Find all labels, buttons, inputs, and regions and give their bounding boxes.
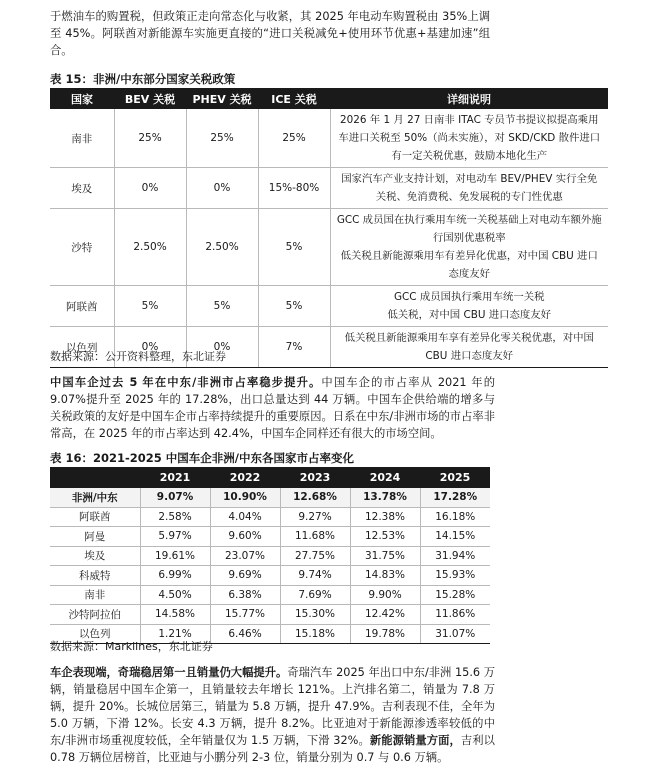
table15-caption: 表 15：非洲/中东部分国家关税政策 [50, 72, 236, 86]
header-2025: 2025 [420, 467, 490, 488]
cell-share-value: 15.18% [280, 624, 350, 644]
cell-share-value: 11.68% [280, 527, 350, 547]
cell-phev: 5% [186, 286, 258, 327]
header-detail: 详细说明 [330, 88, 608, 109]
cell-share-value: 1.21% [140, 624, 210, 644]
cell-detail: GCC 成员国执行乘用车统一关税 低关税，对中国 CBU 进口态度友好 [330, 286, 608, 327]
cell-share-value: 4.04% [210, 507, 280, 527]
cell-share-value: 19.61% [140, 546, 210, 566]
cell-region-name: 非洲/中东 [50, 488, 140, 507]
cell-share-value: 9.90% [350, 585, 420, 605]
cell-share-value: 12.38% [350, 507, 420, 527]
cell-country: 沙特 [50, 209, 114, 286]
header-2021: 2021 [140, 467, 210, 488]
cell-share-value: 9.74% [280, 566, 350, 586]
cell-share-value: 4.50% [140, 585, 210, 605]
header-blank [50, 467, 140, 488]
cell-detail: 2026 年 1 月 27 日南非 ITAC 专员节书提议拟提高乘用车进口关税至 50%（尚未实施），对 SKD/CKD 散件进口有一定关税优惠，鼓励本地化生产 [330, 109, 608, 168]
cell-share-value: 11.86% [420, 605, 490, 625]
cell-country: 以色列 [50, 327, 114, 368]
cell-phev: 25% [186, 109, 258, 168]
cell-share-value: 16.18% [420, 507, 490, 527]
table-row [50, 488, 490, 507]
cell-phev: 0% [186, 327, 258, 368]
cell-ice: 5% [258, 209, 330, 286]
cell-share-value: 31.75% [350, 546, 420, 566]
header-2022: 2022 [210, 467, 280, 488]
table-row [50, 566, 490, 586]
table-row [50, 585, 490, 605]
cell-ice: 7% [258, 327, 330, 368]
cell-region-name: 埃及 [50, 546, 140, 566]
cell-region-name: 沙特阿拉伯 [50, 605, 140, 625]
table-row [50, 209, 608, 286]
cell-region-name: 以色列 [50, 624, 140, 644]
tariff-policy-table [50, 88, 608, 368]
company-paragraph [50, 664, 495, 766]
market-body: 中国车企的市占率从 2021 年的 9.07%提升至 2025 年的 17.28%，出口总量达到 44 万辆。中国车企供给端的增多与关税政策的友好是中国车企市占率持续提升的重要原因。日系在中东/非洲市场的市占率非常高，在 2025 年的市占率达到 42.4%，中国车企同样还有很大的市场空间。 [50, 376, 495, 440]
header-phev: PHEV 关税 [186, 88, 258, 109]
header-2023: 2023 [280, 467, 350, 488]
cell-region-name: 阿联酋 [50, 507, 140, 527]
cell-share-value: 14.15% [420, 527, 490, 547]
table-row [50, 109, 608, 168]
table-row [50, 527, 490, 547]
cell-share-value: 9.69% [210, 566, 280, 586]
cell-region-name: 科威特 [50, 566, 140, 586]
company-lead2: 新能源销量方面， [369, 734, 461, 747]
cell-share-value: 13.78% [350, 488, 420, 507]
table-row [50, 546, 490, 566]
cell-region-name: 南非 [50, 585, 140, 605]
header-country: 国家 [50, 88, 114, 109]
table-row [50, 168, 608, 209]
cell-share-value: 2.58% [140, 507, 210, 527]
table-row [50, 286, 608, 327]
cell-bev: 2.50% [114, 209, 186, 286]
table16-caption: 表 16：2021-2025 中国车企非洲/中东各国家市占率变化 [50, 451, 354, 465]
intro-paragraph: 于燃油车的购置税，但政策正走向常态化与收紧，其 2025 年电动车购置税由 35%上调至 45%。阿联酋对新能源车实施更直接的“进口关税减免+使用环节优惠+基建加速”组合。 [50, 10, 490, 57]
cell-share-value: 31.94% [420, 546, 490, 566]
company-body: 奇瑞汽车 2025 年出口中东/非洲 15.6 万辆，销量稳居中国车企第一，且销量较去年增长 121%。上汽排名第二，销量为 7.8 万辆，提升 20%。长城位居第三，销量为 5.8 万辆，提升 47.9%。吉利表现不佳，全年为 5.0 万辆，下滑 12%。长安 4.3 万辆，提升 8.2%。比亚迪对于新能源渗透率较低的中东/非洲市场重视度较低，全年销量仅为 1.5 万辆，下滑 32%。 [50, 666, 495, 747]
market-lead: 中国车企过去 5 年在中东/非洲市占率稳步提升。 [50, 376, 322, 389]
cell-share-value: 15.93% [420, 566, 490, 586]
cell-region-name: 阿曼 [50, 527, 140, 547]
cell-detail: 国家汽车产业支持计划，对电动车 BEV/PHEV 实行全免关税、免消费税、免发展税的专门性优惠 [330, 168, 608, 209]
cell-share-value: 15.30% [280, 605, 350, 625]
cell-share-value: 31.07% [420, 624, 490, 644]
cell-share-value: 19.78% [350, 624, 420, 644]
cell-country: 阿联酋 [50, 286, 114, 327]
cell-share-value: 27.75% [280, 546, 350, 566]
cell-share-value: 15.77% [210, 605, 280, 625]
cell-bev: 5% [114, 286, 186, 327]
company-body2: 吉利以 0.78 万辆位居榜首，比亚迪与小鹏分列 2-3 位，销量分别为 0.7 与 0.6 万辆。 [50, 734, 495, 764]
cell-phev: 2.50% [186, 209, 258, 286]
cell-share-value: 17.28% [420, 488, 490, 507]
market-share-table [50, 467, 490, 644]
cell-detail: GCC 成员国在执行乘用车统一关税基础上对电动车额外施行国别优惠税率 低关税且新能源乘用车有差异化优惠，对中国 CBU 进口态度友好 [330, 209, 608, 286]
cell-bev: 0% [114, 168, 186, 209]
cell-detail: 低关税且新能源乘用车享有差异化零关税优惠，对中国 CBU 进口态度友好 [330, 327, 608, 368]
cell-country: 埃及 [50, 168, 114, 209]
cell-bev: 25% [114, 109, 186, 168]
cell-share-value: 12.53% [350, 527, 420, 547]
company-lead: 车企表现端，奇瑞稳居第一且销量仍大幅提升。 [50, 666, 288, 679]
cell-bev: 0% [114, 327, 186, 368]
cell-share-value: 12.68% [280, 488, 350, 507]
cell-share-value: 6.38% [210, 585, 280, 605]
cell-ice: 25% [258, 109, 330, 168]
table-row [50, 507, 490, 527]
cell-share-value: 9.27% [280, 507, 350, 527]
market-paragraph [50, 374, 495, 442]
cell-ice: 5% [258, 286, 330, 327]
header-2024: 2024 [350, 467, 420, 488]
cell-share-value: 23.07% [210, 546, 280, 566]
cell-share-value: 14.83% [350, 566, 420, 586]
cell-share-value: 6.46% [210, 624, 280, 644]
cell-share-value: 7.69% [280, 585, 350, 605]
cell-ice: 15%-80% [258, 168, 330, 209]
cell-share-value: 10.90% [210, 488, 280, 507]
cell-share-value: 6.99% [140, 566, 210, 586]
table15-source: 数据来源：公开资料整理，东北证券 [50, 350, 226, 363]
cell-phev: 0% [186, 168, 258, 209]
table-header-row [50, 88, 608, 109]
cell-share-value: 14.58% [140, 605, 210, 625]
table-row [50, 605, 490, 625]
cell-country: 南非 [50, 109, 114, 168]
cell-share-value: 12.42% [350, 605, 420, 625]
cell-share-value: 5.97% [140, 527, 210, 547]
table-header-row [50, 467, 490, 488]
header-ice: ICE 关税 [258, 88, 330, 109]
cell-share-value: 9.60% [210, 527, 280, 547]
cell-share-value: 9.07% [140, 488, 210, 507]
table16-source: 数据来源：Marklines，东北证券 [50, 640, 213, 653]
header-bev: BEV 关税 [114, 88, 186, 109]
cell-share-value: 15.28% [420, 585, 490, 605]
